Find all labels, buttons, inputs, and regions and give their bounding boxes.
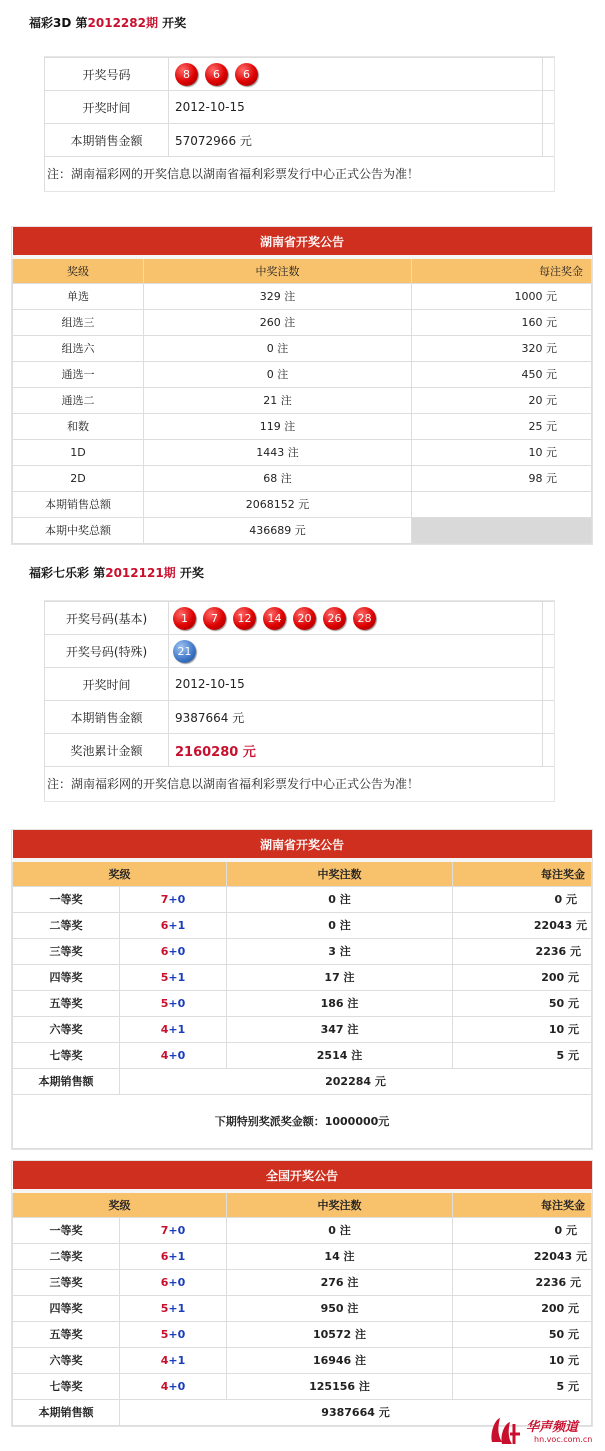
table-row: 七等奖 4+0 2514 注 5 元 [13,1042,592,1068]
table-row-total: 本期销售总额 2068152 元 [13,491,592,517]
draw-suffix: 开奖 [162,16,187,30]
column-header: 奖级 [13,860,227,886]
column-header: 奖级 [13,1191,227,1217]
ball: 12 [233,607,256,630]
issue-prefix: 第 [93,566,106,580]
table-row: 四等奖 5+1 17 注 200 元 [13,964,592,990]
qlc-hunan-table [11,829,593,1150]
table-title: 湖南省开奖公告 [13,830,592,860]
fc3d-title [29,14,186,31]
qlc-national-table [11,1160,593,1427]
qlc-title [29,564,204,581]
info-row-sales [45,124,555,157]
table-row: 2D 68 注 98 元 [13,465,592,491]
info-row-jackpot [45,734,555,767]
winning-balls [169,602,543,635]
lottery-name: 福彩3D [29,16,72,30]
info-row-date [45,91,555,124]
logo-text: 华声频道 [526,1420,579,1435]
info-label: 开奖号码 [45,58,169,91]
table-row: 通选一 0 注 450 元 [13,361,592,387]
draw-date: 2012-10-15 [169,91,543,124]
table-row: 五等奖 5+0 186 注 50 元 [13,990,592,1016]
info-row-date [45,668,555,701]
info-label: 开奖时间 [45,668,169,701]
column-header: 每注奖金 [453,860,592,886]
table-row-total: 本期中奖总额 436689 元 [13,517,592,543]
issue-number: 2012282期 [87,16,158,30]
logo-url: hn.voc.com.cn [534,1435,593,1444]
disclaimer-note: 注：湖南福彩网的开奖信息以湖南省福利彩票发行中心正式公告为准！ [44,767,554,801]
sales-amount: 57072966 元 [169,124,543,157]
jackpot-amount: 2160280 元 [175,744,256,760]
info-label: 开奖号码(基本) [45,602,169,635]
table-row: 五等奖 5+0 10572 注 50 元 [13,1321,592,1347]
table-row: 七等奖 4+0 125156 注 5 元 [13,1373,592,1399]
ball: 21 [173,640,196,663]
column-header: 中奖注数 [227,860,453,886]
table-title: 全国开奖公告 [13,1161,592,1191]
table-row: 三等奖 6+0 276 注 2236 元 [13,1269,592,1295]
info-label: 开奖时间 [45,91,169,124]
table-row: 1D 1443 注 10 元 [13,439,592,465]
sales-amount: 9387664 元 [169,701,543,734]
table-row: 组选三 260 注 160 元 [13,309,592,335]
table-row: 四等奖 5+1 950 注 200 元 [13,1295,592,1321]
table-row: 三等奖 6+0 3 注 2236 元 [13,938,592,964]
lottery-name: 福彩七乐彩 [29,566,90,580]
ball: 8 [175,63,198,86]
qlc-info-box [44,600,555,802]
info-row-numbers [45,58,555,91]
table-row: 组选六 0 注 320 元 [13,335,592,361]
table-row: 二等奖 6+1 0 注 22043 元 [13,912,592,938]
table-row-total: 本期销售额 202284 元 [13,1068,592,1094]
ball: 6 [205,63,228,86]
issue-prefix: 第 [75,16,88,30]
table-row: 一等奖 7+0 0 注 0 元 [13,1217,592,1243]
ball: 7 [203,607,226,630]
column-header: 中奖注数 [144,257,412,283]
info-label: 奖池累计金额 [45,734,169,767]
fc3d-hunan-table [11,226,593,545]
table-title: 湖南省开奖公告 [13,227,592,257]
column-header: 每注奖金 [412,257,592,283]
column-header: 中奖注数 [227,1191,453,1217]
table-row: 通选二 21 注 20 元 [13,387,592,413]
draw-date: 2012-10-15 [169,668,543,701]
info-row-basic-numbers [45,602,555,635]
ball: 1 [173,607,196,630]
issue-number: 2012121期 [105,566,176,580]
ball: 20 [293,607,316,630]
ball: 26 [323,607,346,630]
table-row: 和数 119 注 25 元 [13,413,592,439]
table-row: 一等奖 7+0 0 注 0 元 [13,886,592,912]
table-row: 六等奖 4+1 347 注 10 元 [13,1016,592,1042]
table-row: 二等奖 6+1 14 注 22043 元 [13,1243,592,1269]
site-logo [488,1414,603,1448]
ball: 6 [235,63,258,86]
draw-suffix: 开奖 [179,566,204,580]
ball: 28 [353,607,376,630]
disclaimer-note: 注：湖南福彩网的开奖信息以湖南省福利彩票发行中心正式公告为准！ [44,157,554,191]
ball: 14 [263,607,286,630]
info-label: 本期销售金额 [45,124,169,157]
info-row-sales [45,701,555,734]
special-ball [169,635,543,668]
info-label: 开奖号码(特殊) [45,635,169,668]
column-header: 奖级 [13,257,144,283]
column-header: 每注奖金 [453,1191,592,1217]
info-label: 本期销售金额 [45,701,169,734]
special-prize-note: 下期特别奖派奖金额：1000000元 [13,1094,592,1148]
table-row: 六等奖 4+1 16946 注 10 元 [13,1347,592,1373]
winning-balls [169,58,543,91]
fc3d-info-box [44,56,555,192]
table-row-total: 本期销售额 9387664 元 [13,1399,592,1425]
info-row-special-number [45,635,555,668]
table-row: 单选 329 注 1000 元 [13,283,592,309]
